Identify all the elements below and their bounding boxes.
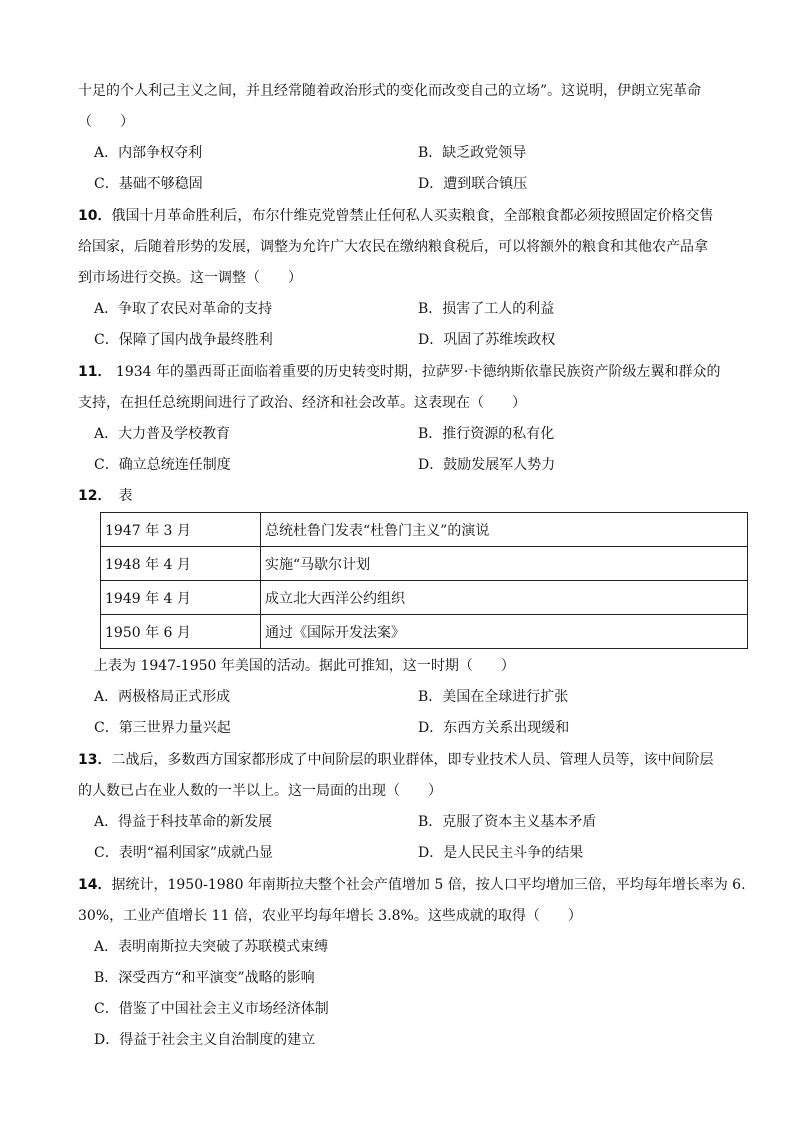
q14-line2: 30%，工业产值增长 11 倍，农业平均每年增长 3.8%。这些成就的取得（ ） xyxy=(78,908,582,924)
q9-option-c: C．基础不够稳固 xyxy=(94,176,203,192)
q10-stem xyxy=(78,206,748,226)
q13-option-a: A．得益于科技革命的新发展 xyxy=(94,814,273,830)
q14-option-b: B．深受西方“和平演变”战略的影响 xyxy=(94,970,315,986)
q10-number: 10． xyxy=(78,208,112,224)
table-cell-event: 总统杜鲁门发表“杜鲁门主义”的演说 xyxy=(261,513,748,547)
q14-option-a: A．表明南斯拉夫突破了苏联模式束缚 xyxy=(94,939,329,955)
table-cell-date: 1950 年 6 月 xyxy=(101,615,261,649)
q10-option-a: A．争取了农民对革命的支持 xyxy=(94,301,273,317)
q11-option-c: C．确立总统连任制度 xyxy=(94,457,231,473)
q12-label: 表 xyxy=(104,488,133,504)
q10-option-c: C．保障了国内战争最终胜利 xyxy=(94,332,273,348)
q14-option-c: C．借鉴了中国社会主义市场经济体制 xyxy=(94,1001,329,1017)
q10-option-d: D．巩固了苏维埃政权 xyxy=(418,332,556,348)
q9-option-d: D．遭到联合镇压 xyxy=(418,176,528,192)
q10-line2: 给国家，后随着形势的发展，调整为允许广大农民在缴纳粮食税后，可以将额外的粮食和其他农产品拿 xyxy=(78,239,708,255)
q12-option-c: C．第三世界力量兴起 xyxy=(94,720,231,736)
q13-line2: 的人数已占在业人数的一半以上。这一局面的出现（ ） xyxy=(78,783,442,799)
q9-option-b: B．缺乏政党领导 xyxy=(418,145,527,161)
q13-line1: 二战后，多数西方国家都形成了中间阶层的职业群体，即专业技术人员、管理人员等，该中间阶层 xyxy=(111,752,714,768)
table-cell-date: 1949 年 4 月 xyxy=(101,581,261,615)
q12-number: 12． xyxy=(78,488,105,504)
table-cell-event: 成立北大西洋公约组织 xyxy=(261,581,748,615)
q14-number: 14． xyxy=(78,877,112,893)
q11-line1: 1934 年的墨西哥正面临着重要的历史转变时期，拉萨罗·卡德纳斯依靠民族资产阶级左翼和群众的 xyxy=(111,364,721,380)
q11-stem xyxy=(78,362,748,382)
q13-option-c: C．表明“福利国家”成就凸显 xyxy=(94,845,274,861)
q13-number: 13． xyxy=(78,752,112,768)
q11-number: 11． xyxy=(78,364,112,380)
q9-option-a: A．内部争权夺利 xyxy=(94,145,203,161)
q13-option-d: D．是人民民主斗争的结果 xyxy=(418,845,584,861)
table-cell-event: 实施“马歇尔计划 xyxy=(261,547,748,581)
q14-stem xyxy=(78,875,748,895)
q13-option-b: B．克服了资本主义基本矛盾 xyxy=(418,814,597,830)
table-cell-date: 1948 年 4 月 xyxy=(101,547,261,581)
table-row xyxy=(101,513,748,547)
table-row xyxy=(101,547,748,581)
q12-question: 上表为 1947-1950 年美国的活动。据此可推知，这一时期（ ） xyxy=(94,658,515,674)
q12-option-a: A．两极格局正式形成 xyxy=(94,689,231,705)
q12-table xyxy=(100,512,748,649)
q10-option-b: B．损害了工人的利益 xyxy=(418,301,555,317)
table-cell-event: 通过《国际开发法案》 xyxy=(261,615,748,649)
q12-stem xyxy=(78,486,748,506)
q10-line1: 俄国十月革命胜利后，布尔什维克党曾禁止任何私人买卖粮食，全部粮食都必须按照固定价格交售 xyxy=(111,208,714,224)
table-row xyxy=(101,581,748,615)
table-row xyxy=(101,615,748,649)
table-cell-date: 1947 年 3 月 xyxy=(101,513,261,547)
q13-stem xyxy=(78,750,748,770)
q14-line1: 据统计，1950-1980 年南斯拉夫整个社会产值增加 5 倍，按人口平均增加三倍，平均每年增长率为 6. xyxy=(111,877,746,893)
q9-stem-line: 十足的个人利己主义之间，并且经常随着政治形式的变化而改变自己的立场”。这说明，伊朗立宪革命 xyxy=(78,83,702,99)
q9-paren: （ ） xyxy=(78,114,134,130)
q12-option-d: D．东西方关系出现缓和 xyxy=(418,720,570,736)
q10-line3: 到市场进行交换。这一调整（ ） xyxy=(78,270,302,286)
q12-option-b: B．美国在全球进行扩张 xyxy=(418,689,569,705)
q14-option-d: D．得益于社会主义自治制度的建立 xyxy=(94,1032,316,1048)
q11-line2: 支持，在担任总统期间进行了政治、经济和社会改革。这表现在（ ） xyxy=(78,395,526,411)
q11-option-b: B．推行资源的私有化 xyxy=(418,426,555,442)
q11-option-a: A．大力普及学校教育 xyxy=(94,426,231,442)
q11-option-d: D．鼓励发展军人势力 xyxy=(418,457,556,473)
